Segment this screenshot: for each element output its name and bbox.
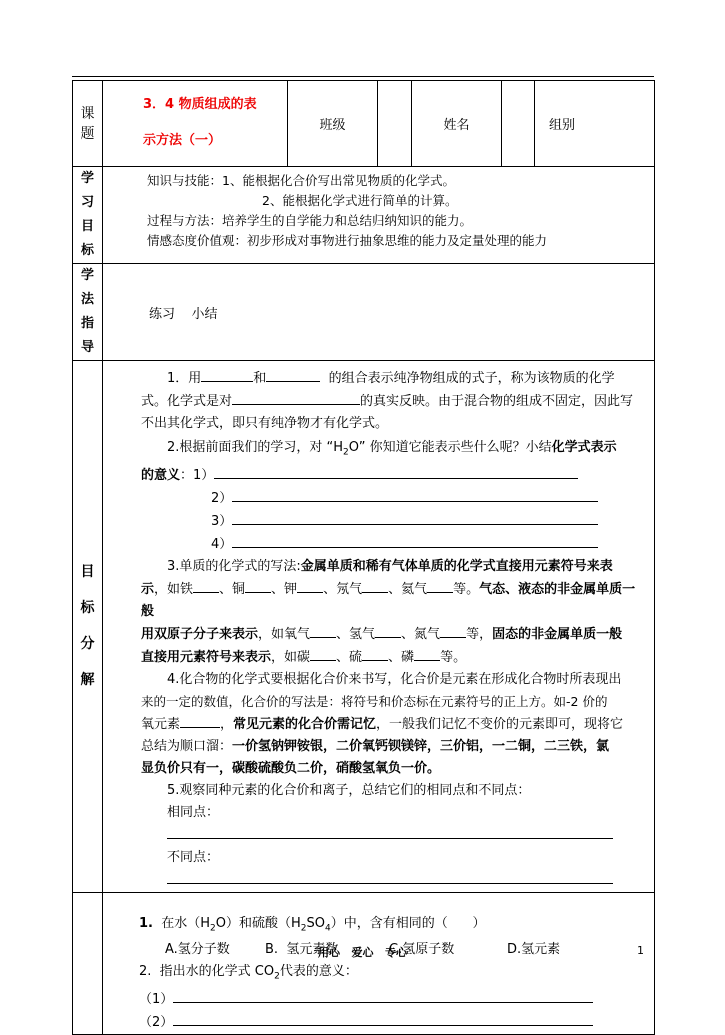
text: 不同点： bbox=[167, 849, 220, 865]
method-label-text: 学法指导 bbox=[80, 268, 94, 355]
text: ，如氧气 bbox=[258, 626, 311, 642]
text: 示 bbox=[141, 581, 155, 597]
text: 代表的意义： bbox=[279, 964, 358, 980]
para-5: 5.观察同种元素的化合价和离子，总结它们的相同点和不同点： bbox=[167, 782, 531, 798]
text: 、磷 bbox=[388, 649, 415, 665]
text: 常见元素的化合价需记忆 bbox=[233, 716, 377, 732]
text: 1．用 bbox=[167, 371, 202, 386]
text: ，如铁 bbox=[154, 581, 194, 597]
text: 、氢气 bbox=[336, 626, 376, 642]
text: 等。 bbox=[453, 581, 480, 597]
exercise-row bbox=[73, 892, 655, 1034]
para-1-line1 bbox=[141, 367, 648, 390]
answer-line-4[interactable] bbox=[232, 533, 598, 548]
group-label: 组别 bbox=[535, 81, 655, 167]
para-2-line2 bbox=[141, 464, 648, 487]
question-2 bbox=[139, 961, 648, 988]
blank[interactable] bbox=[266, 367, 320, 382]
para-4-line5: 显负价只有一，碳酸硫酸负二价，硝酸氢氧负一价。 bbox=[141, 760, 441, 776]
same-points-line[interactable] bbox=[167, 824, 613, 839]
blank[interactable] bbox=[201, 367, 253, 382]
para-3-line4 bbox=[141, 646, 648, 669]
text: 、氮气 bbox=[401, 626, 441, 642]
text: 2 bbox=[300, 923, 307, 934]
para-2-item3 bbox=[141, 510, 648, 533]
text: 固态的非金属单质一般 bbox=[492, 626, 623, 642]
text: O）和硫酸（H bbox=[215, 915, 301, 931]
text: 金属单质和稀有气体单质的化学式直接用元素符号来表 bbox=[300, 558, 613, 574]
objectives-row bbox=[73, 167, 655, 264]
class-label: 班级 bbox=[288, 81, 378, 167]
text: 一价氢钠钾铵银，二价氧钙钡镁锌，三价铝，一二铜，二三铁，氯 bbox=[232, 738, 610, 754]
text: 1. bbox=[139, 915, 153, 931]
objectives-label bbox=[73, 167, 103, 264]
name-field[interactable] bbox=[502, 81, 535, 167]
answer-line-3[interactable] bbox=[232, 510, 598, 525]
objectives-label-text: 学习目标 bbox=[80, 171, 94, 258]
text: 等。 bbox=[440, 649, 467, 665]
text: 、硫 bbox=[336, 649, 363, 665]
question-1 bbox=[139, 913, 648, 940]
objective-knowledge-2: 2、能根据化学式进行简单的计算。 bbox=[262, 193, 458, 208]
exercise-label bbox=[73, 892, 103, 1034]
text: （1） bbox=[139, 991, 174, 1007]
question-2-line-1[interactable] bbox=[173, 988, 593, 1003]
para-4-line2: 来的一定的数值，化合价的写法是：将符号和价态标在元素符号的正上方。如-2 价的 bbox=[141, 693, 608, 709]
objective-knowledge-1: 知识与技能：1、能根据化合价写出常见物质的化学式。 bbox=[147, 173, 455, 188]
text: ：1） bbox=[180, 467, 215, 483]
text: O” 你知道它能表示些什么呢？小结 bbox=[348, 440, 552, 455]
blank[interactable] bbox=[414, 646, 440, 661]
blank[interactable] bbox=[193, 578, 219, 593]
exercise-content bbox=[103, 892, 655, 1034]
answer-line-2[interactable] bbox=[232, 487, 598, 502]
text: 、铜 bbox=[219, 581, 246, 597]
text: 式。化学式是对 bbox=[141, 394, 233, 409]
para-3-line2 bbox=[141, 578, 648, 623]
text: 2 bbox=[274, 971, 280, 982]
breakdown-label-1: 目 bbox=[80, 564, 95, 581]
top-rule bbox=[72, 76, 654, 77]
diff-points-line[interactable] bbox=[167, 869, 613, 884]
breakdown-content bbox=[103, 361, 655, 893]
text: SO bbox=[306, 915, 325, 931]
para-4-line1: 4.化合物的化学式要根据化合价来书写，化合价是元素在形成化合物时所表现出 bbox=[167, 671, 622, 687]
breakdown-row bbox=[73, 361, 655, 893]
lesson-title-line2: 示方法（一） bbox=[143, 133, 222, 148]
text: ）中，含有相同的（ ） bbox=[330, 915, 486, 931]
para-3-line3 bbox=[141, 623, 648, 646]
page-number: 1 bbox=[637, 944, 644, 957]
para-3-line1 bbox=[141, 556, 648, 578]
text: 氧元素 bbox=[141, 716, 181, 732]
diff-points bbox=[141, 847, 648, 892]
method-text: 练习 小结 bbox=[149, 306, 218, 322]
option-a[interactable]: A.氢分子数 bbox=[165, 942, 230, 958]
blank[interactable] bbox=[427, 578, 453, 593]
breakdown-label-2: 标 bbox=[80, 600, 95, 617]
blank[interactable] bbox=[440, 623, 466, 638]
text: 2 bbox=[210, 923, 216, 934]
text: 、钾 bbox=[271, 581, 298, 597]
objective-attitude: 情感态度价值观：初步形成对事物进行抽象思维的能力及定量处理的能力 bbox=[147, 233, 548, 248]
text: 和 bbox=[253, 371, 267, 386]
blank[interactable] bbox=[232, 390, 360, 405]
lesson-title-line1: 3．4 物质组成的表 bbox=[143, 97, 257, 112]
text: 、氦气 bbox=[388, 581, 428, 597]
method-row bbox=[73, 264, 655, 361]
option-b[interactable]: B. 氢元素数 bbox=[265, 942, 339, 958]
blank[interactable] bbox=[245, 578, 271, 593]
page-footer: 用心 爱心 专心 bbox=[318, 946, 407, 959]
text: 4） bbox=[211, 536, 233, 552]
text: 在水（H bbox=[161, 915, 211, 931]
text: 3.单质的化学式的写法: bbox=[167, 558, 301, 574]
objectives-content bbox=[103, 167, 655, 264]
blank[interactable] bbox=[362, 646, 388, 661]
blank[interactable] bbox=[310, 623, 336, 638]
text: 2.根据前面我们的学习，对 “H bbox=[167, 440, 344, 455]
breakdown-label-3: 分 bbox=[80, 636, 95, 653]
answer-line-1[interactable] bbox=[214, 464, 578, 479]
text: 直接用元素符号来表示 bbox=[141, 649, 272, 665]
text: 、氖气 bbox=[323, 581, 363, 597]
text: ，一般我们记忆不变价的元素即可，现将它 bbox=[376, 716, 624, 732]
text: 2 bbox=[343, 447, 349, 458]
lesson-title bbox=[103, 81, 288, 167]
blank[interactable] bbox=[297, 578, 323, 593]
same-points bbox=[141, 802, 648, 847]
text: 气态、液态的非金属单质一般 bbox=[141, 581, 636, 619]
breakdown-label bbox=[73, 361, 103, 893]
blank[interactable] bbox=[180, 713, 220, 728]
text: 等， bbox=[466, 626, 493, 642]
objective-process: 过程与方法：培养学生的自学能力和总结归纳知识的能力。 bbox=[147, 213, 473, 228]
text: 4 bbox=[325, 923, 331, 934]
text: 用双原子分子来表示 bbox=[141, 626, 259, 642]
blank[interactable] bbox=[310, 646, 336, 661]
option-c[interactable]: C.氢原子数 bbox=[389, 942, 455, 958]
text: ，如碳 bbox=[271, 649, 311, 665]
text: 2） bbox=[211, 490, 233, 506]
text: 3） bbox=[211, 513, 233, 529]
text: 2. 指出水的化学式 CO bbox=[139, 964, 275, 980]
text: 的组合表示纯净物组成的式子，称为该物质的化学 bbox=[328, 371, 615, 386]
class-field[interactable] bbox=[378, 81, 412, 167]
para-2-item4 bbox=[141, 533, 648, 556]
para-4-line3 bbox=[141, 713, 648, 736]
para-1-line2 bbox=[141, 390, 648, 413]
topic-label bbox=[73, 81, 103, 167]
text: 的真实反映。由于混合物的组成不固定，因此写 bbox=[360, 394, 634, 409]
blank[interactable] bbox=[375, 623, 401, 638]
question-2-item2 bbox=[139, 1011, 648, 1034]
text: 总结为顺口溜： bbox=[141, 738, 233, 754]
lesson-table bbox=[72, 80, 655, 1035]
question-2-item1 bbox=[139, 988, 648, 1011]
option-d[interactable]: D.氢元素 bbox=[507, 942, 561, 958]
name-label: 姓名 bbox=[412, 81, 502, 167]
breakdown-label-4: 解 bbox=[80, 672, 95, 689]
para-2-item2 bbox=[141, 487, 648, 510]
topic-label-text: 课题 bbox=[80, 105, 95, 142]
header-row bbox=[73, 81, 655, 167]
text: （2） bbox=[139, 1014, 174, 1030]
text: 化学式表示 bbox=[551, 440, 617, 455]
method-label bbox=[73, 264, 103, 361]
blank[interactable] bbox=[362, 578, 388, 593]
text: 相同点： bbox=[167, 804, 220, 820]
text: ， bbox=[220, 716, 234, 732]
para-1-line3: 不出其化学式，即只有纯净物才有化学式。 bbox=[141, 416, 389, 431]
para-4-line4 bbox=[141, 736, 648, 758]
method-content bbox=[103, 264, 655, 361]
para-2-line1 bbox=[141, 437, 648, 464]
text: 的意义 bbox=[141, 467, 181, 483]
